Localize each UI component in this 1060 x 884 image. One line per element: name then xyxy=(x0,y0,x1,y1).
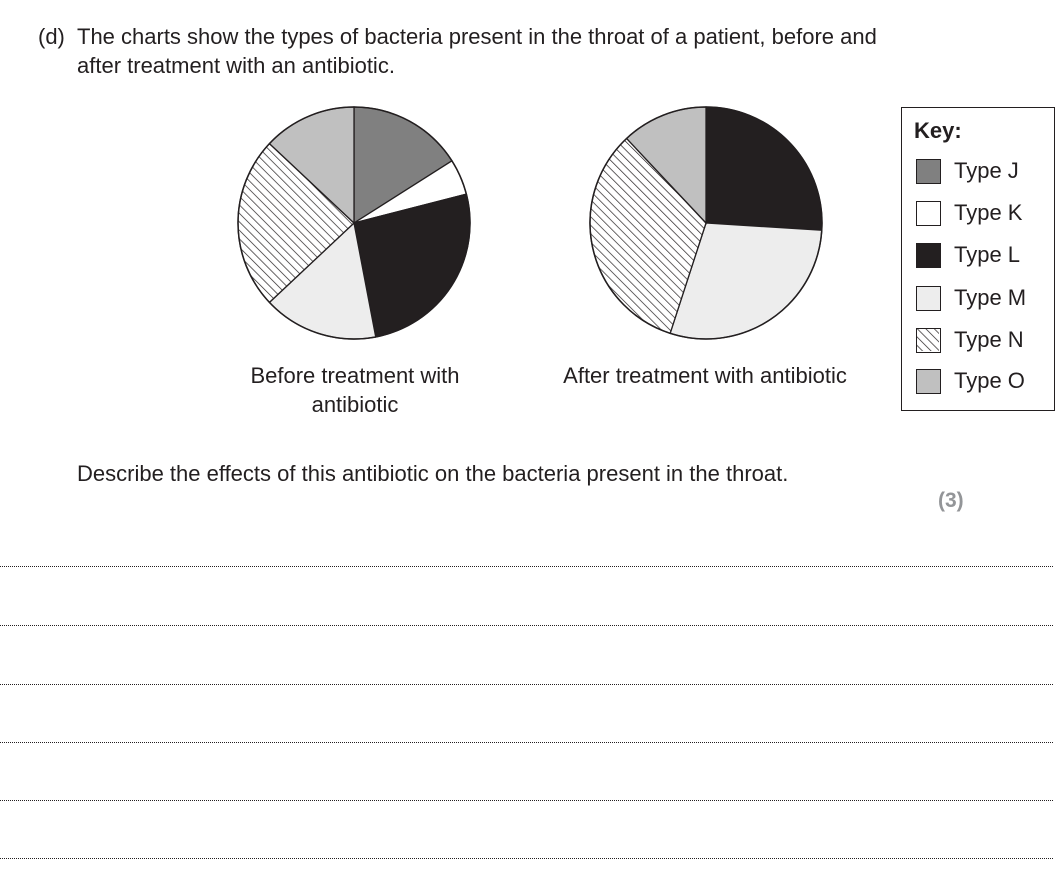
answer-line[interactable] xyxy=(0,625,1053,626)
answer-line[interactable] xyxy=(0,684,1053,685)
legend-item-type-o xyxy=(916,366,1025,396)
legend-swatch-type-l xyxy=(916,243,941,268)
question-text: The charts show the types of bacteria present in the throat of a patient, before and after treatment with an antibiotic. xyxy=(77,24,877,78)
legend-swatch-type-n xyxy=(916,328,941,353)
legend-label: Type M xyxy=(954,285,1027,310)
pie-chart-before xyxy=(238,107,470,339)
legend-label: Type N xyxy=(954,327,1024,352)
legend-label: Type O xyxy=(954,368,1025,393)
legend-item-type-m xyxy=(916,283,1026,313)
pie-slice-type-l xyxy=(706,107,822,230)
legend-item-type-j xyxy=(916,156,1019,186)
caption-before: Before treatment with antibiotic xyxy=(250,363,460,417)
pie-chart-after xyxy=(590,107,822,339)
legend-label: Type K xyxy=(954,200,1023,225)
caption-after: After treatment with antibiotic xyxy=(563,363,847,388)
legend-item-type-n xyxy=(916,325,1024,355)
legend-item-type-l xyxy=(916,240,1020,270)
legend-swatch-type-j xyxy=(916,159,941,184)
legend-item-type-k xyxy=(916,198,1022,228)
legend-label: Type L xyxy=(954,242,1021,267)
legend-title: Key: xyxy=(914,118,962,143)
legend-label: Type J xyxy=(954,158,1019,183)
answer-line[interactable] xyxy=(0,800,1053,801)
answer-line[interactable] xyxy=(0,566,1053,567)
legend xyxy=(901,107,1055,411)
marks-allocation: (3) xyxy=(938,489,964,512)
legend-swatch-type-m xyxy=(916,286,941,311)
legend-swatch-type-k xyxy=(916,201,941,226)
answer-line[interactable] xyxy=(0,742,1053,743)
question-prompt: Describe the effects of this antibiotic on the bacteria present in the throat. xyxy=(77,461,789,486)
answer-line[interactable] xyxy=(0,858,1053,859)
question-label: (d) xyxy=(38,24,65,49)
legend-swatch-type-o xyxy=(916,369,941,394)
